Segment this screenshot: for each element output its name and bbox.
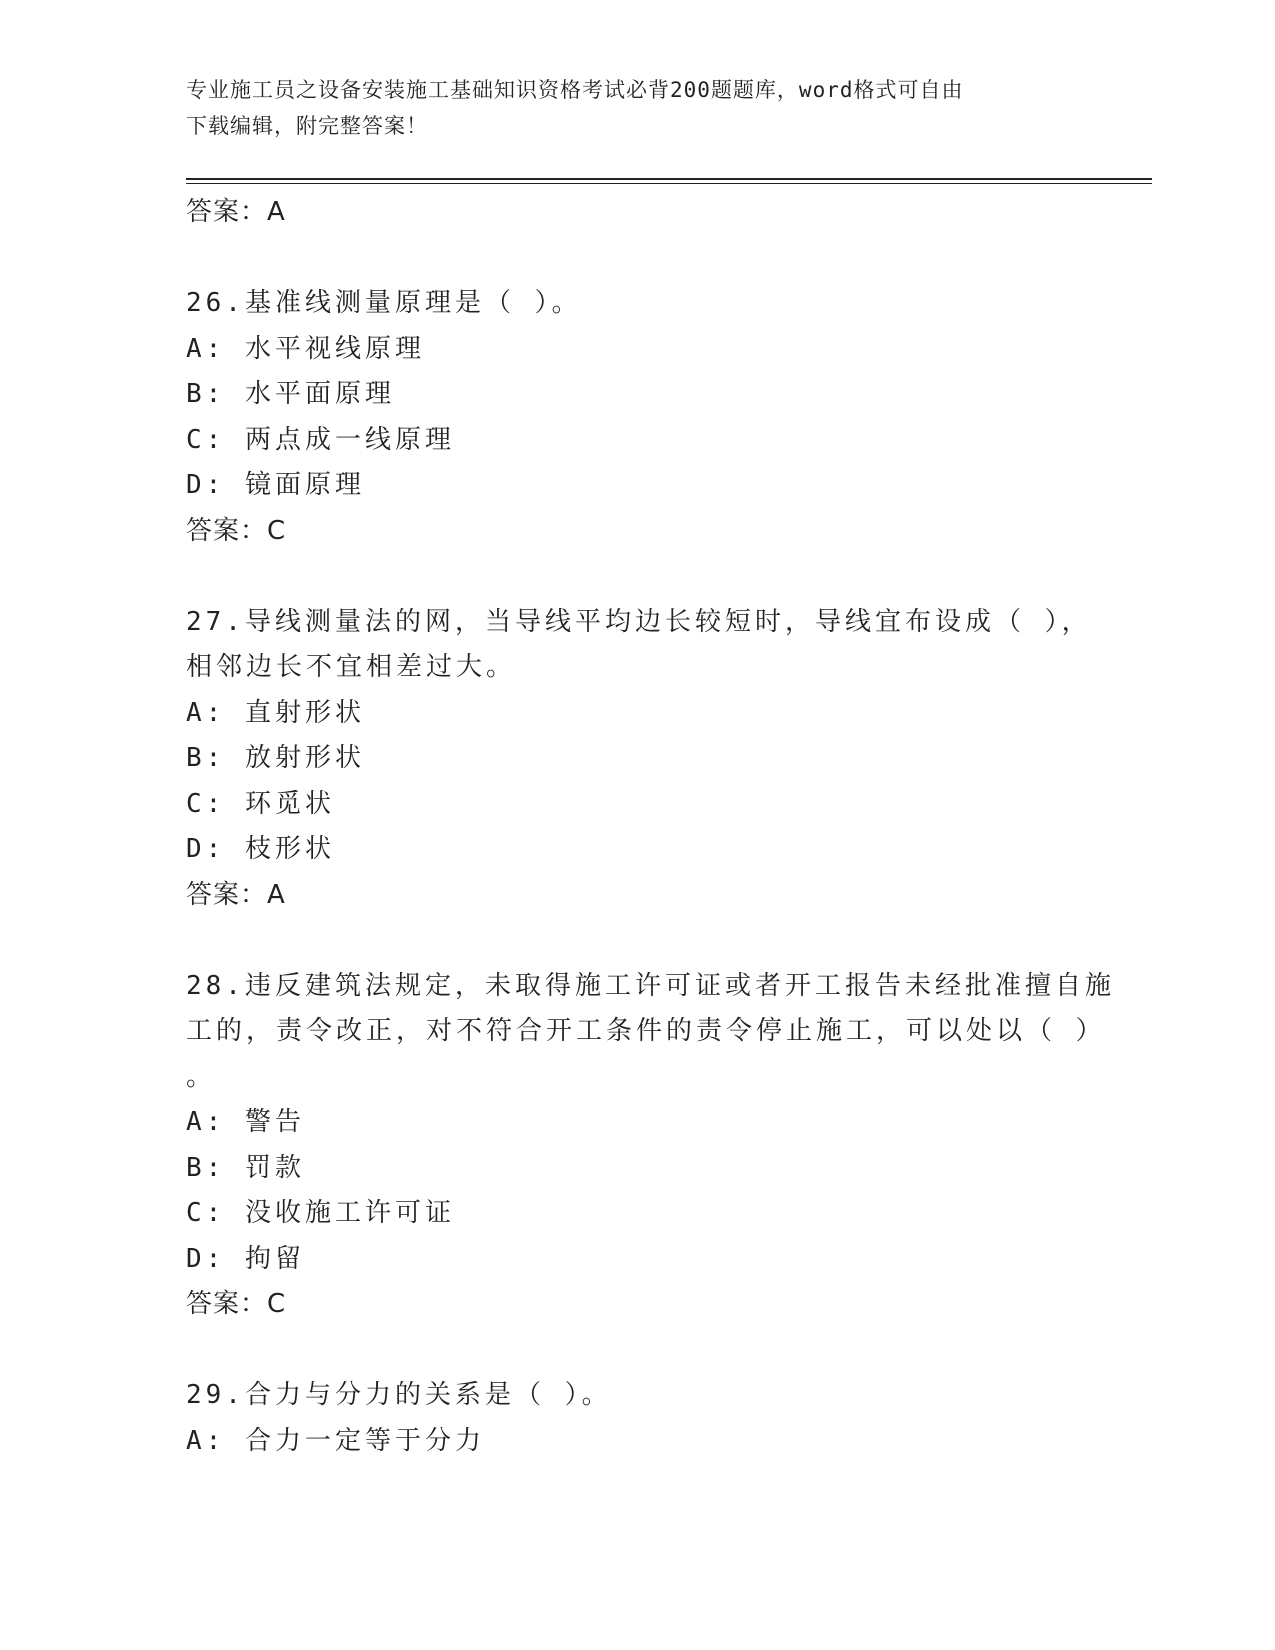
question-list [186, 190, 1115, 1464]
option-c: C: 两点成一线原理 [186, 424, 455, 455]
question-stem: 。 [186, 1061, 217, 1092]
answer-line: 答案：A [186, 197, 286, 227]
question-stem: 28.违反建筑法规定，未取得施工许可证或者开工报告未经批准擅自施 [186, 970, 1115, 1001]
header-line-2: 下载编辑，附完整答案！ [186, 114, 428, 138]
question-stem: 27.导线测量法的网，当导线平均边长较短时，导线宜布设成（ ）， [186, 606, 1092, 637]
option-a: A: 水平视线原理 [186, 333, 425, 364]
question-block [186, 964, 1115, 1328]
spacer [186, 918, 1086, 964]
answer-line: 答案：A [186, 879, 286, 910]
question-block [186, 1373, 1086, 1464]
spacer [186, 554, 1086, 600]
option-a: A: 警告 [186, 1107, 305, 1137]
option-a: A: 合力一定等于分力 [186, 1425, 485, 1456]
option-c: C: 环觅状 [186, 788, 335, 819]
option-d: D: 枝形状 [186, 834, 335, 864]
question-block [186, 281, 1086, 554]
question-stem: 工的，责令改正，对不符合开工条件的责令停止施工，可以处以（ ） [186, 1016, 1106, 1046]
question-stem: 29.合力与分力的关系是（ ）。 [186, 1380, 612, 1410]
answer-line: 答案：C [186, 515, 287, 546]
option-d: D: 拘留 [186, 1243, 305, 1274]
option-d: D: 镜面原理 [186, 470, 365, 500]
option-b: B: 水平面原理 [186, 379, 395, 409]
page-header [186, 72, 1066, 144]
option-a: A: 直射形状 [186, 697, 365, 728]
header-rule-thick [186, 178, 1152, 180]
option-b: B: 放射形状 [186, 743, 365, 773]
option-b: B: 罚款 [186, 1152, 305, 1183]
spacer [186, 236, 1086, 282]
header-rule-thin [186, 183, 1152, 184]
header-line-1: 专业施工员之设备安装施工基础知识资格考试必背200题题库，word格式可自由 [186, 78, 964, 102]
question-stem: 26.基准线测量原理是（ ）。 [186, 288, 582, 318]
question-stem: 相邻边长不宜相差过大。 [186, 652, 517, 682]
spacer [186, 1328, 1086, 1374]
question-block [186, 600, 1092, 919]
answer-line: 答案：C [186, 1289, 287, 1319]
option-c: C: 没收施工许可证 [186, 1198, 455, 1228]
